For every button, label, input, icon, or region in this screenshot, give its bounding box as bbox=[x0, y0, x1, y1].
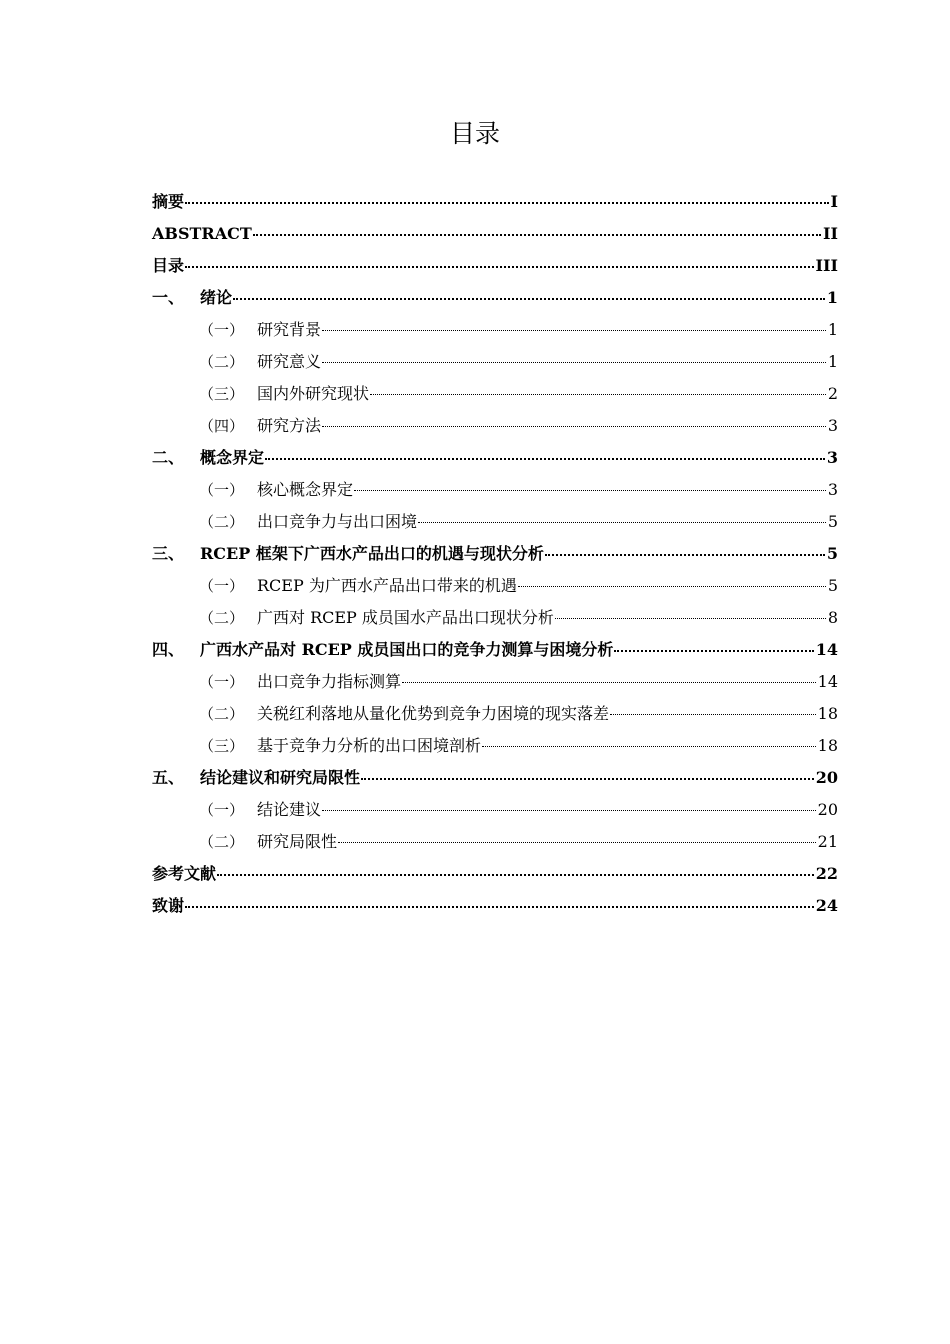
toc-dot-leader bbox=[322, 347, 826, 367]
toc-entry-page-number: III bbox=[815, 256, 838, 275]
toc-entry-label: 结论建议 bbox=[257, 800, 322, 819]
toc-entry-label: 广西水产品对 RCEP 成员国出口的竞争力测算与困境分析 bbox=[200, 640, 614, 659]
toc-entry-number: （一） bbox=[199, 673, 245, 691]
toc-entry-label: 国内外研究现状 bbox=[257, 384, 370, 403]
toc-entry-label: 出口竞争力指标测算 bbox=[257, 672, 402, 691]
toc-dot-leader bbox=[482, 731, 816, 751]
toc-entry-page-number: 2 bbox=[827, 384, 838, 403]
toc-entry-chapter[interactable] bbox=[152, 442, 838, 474]
toc-entry-number: （二） bbox=[199, 513, 245, 531]
toc-dot-leader bbox=[402, 667, 816, 687]
toc-entry-number: 三、 bbox=[152, 544, 185, 563]
toc-entry-chapter[interactable] bbox=[152, 762, 838, 794]
toc-entry-label: RCEP 框架下广西水产品出口的机遇与现状分析 bbox=[200, 544, 544, 563]
toc-dot-leader bbox=[354, 475, 826, 495]
toc-entry-label: RCEP 为广西水产品出口带来的机遇 bbox=[257, 576, 517, 595]
toc-entry-number: （二） bbox=[199, 833, 245, 851]
toc-entry-page-number: 3 bbox=[827, 416, 838, 435]
toc-entry-section[interactable] bbox=[152, 506, 838, 538]
toc-dot-leader bbox=[322, 315, 826, 335]
toc-entry-section[interactable] bbox=[152, 698, 838, 730]
toc-dot-leader bbox=[610, 699, 816, 719]
toc-entry-label: 概念界定 bbox=[200, 448, 265, 467]
toc-entry-number: 二、 bbox=[152, 448, 185, 467]
toc-entry-number: 五、 bbox=[152, 768, 185, 787]
toc-entry-page-number: 3 bbox=[827, 480, 838, 499]
toc-entry-label: 基于竞争力分析的出口困境剖析 bbox=[257, 736, 482, 755]
toc-entry-page-number: 8 bbox=[827, 608, 838, 627]
toc-entry-page-number: 5 bbox=[826, 544, 838, 563]
toc-entry-number: （二） bbox=[199, 609, 245, 627]
toc-entry-section[interactable] bbox=[152, 378, 838, 410]
toc-entry-page-number: 3 bbox=[826, 448, 838, 467]
toc-entry-label: 研究局限性 bbox=[257, 832, 338, 851]
toc-entry-section[interactable] bbox=[152, 570, 838, 602]
toc-dot-leader bbox=[322, 795, 816, 815]
toc-entry-number: （一） bbox=[199, 577, 245, 595]
toc-dot-leader bbox=[185, 251, 814, 271]
toc-entry-page-number: 1 bbox=[827, 320, 838, 339]
toc-entry-number: （一） bbox=[199, 321, 245, 339]
toc-entry-number: 一、 bbox=[152, 288, 185, 307]
toc-dot-leader bbox=[518, 571, 826, 591]
toc-entry-number: （四） bbox=[199, 417, 245, 435]
toc-entry-section[interactable] bbox=[152, 602, 838, 634]
toc-entry-number: （二） bbox=[199, 705, 245, 723]
toc-dot-leader bbox=[217, 859, 814, 879]
toc-entry-section[interactable] bbox=[152, 826, 838, 858]
toc-entry-chapter[interactable] bbox=[152, 858, 838, 890]
toc-entry-section[interactable] bbox=[152, 410, 838, 442]
toc-entry-number: （一） bbox=[199, 481, 245, 499]
toc-entry-label: 参考文献 bbox=[152, 864, 217, 883]
table-of-contents bbox=[152, 186, 838, 922]
toc-entry-chapter[interactable] bbox=[152, 890, 838, 922]
toc-entry-chapter[interactable] bbox=[152, 186, 838, 218]
toc-entry-label: 绪论 bbox=[200, 288, 233, 307]
toc-dot-leader bbox=[418, 507, 826, 527]
toc-entry-label: 研究意义 bbox=[257, 352, 322, 371]
toc-entry-page-number: 22 bbox=[815, 864, 838, 883]
toc-title: 目录 bbox=[449, 119, 500, 148]
toc-entry-page-number: 14 bbox=[817, 672, 838, 691]
toc-entry-number: （二） bbox=[199, 353, 245, 371]
toc-entry-page-number: 5 bbox=[827, 576, 838, 595]
toc-entry-page-number: 14 bbox=[815, 640, 838, 659]
toc-entry-page-number: 18 bbox=[817, 736, 838, 755]
toc-dot-leader bbox=[265, 443, 825, 463]
toc-entry-section[interactable] bbox=[152, 474, 838, 506]
toc-entry-label: 研究背景 bbox=[257, 320, 322, 339]
toc-dot-leader bbox=[361, 763, 814, 783]
toc-entry-number: 四、 bbox=[152, 640, 185, 659]
toc-entry-page-number: 20 bbox=[817, 800, 838, 819]
toc-entry-page-number: 1 bbox=[827, 352, 838, 371]
toc-entry-number: （三） bbox=[199, 385, 245, 403]
toc-dot-leader bbox=[233, 283, 825, 303]
toc-entry-chapter[interactable] bbox=[152, 250, 838, 282]
toc-entry-section[interactable] bbox=[152, 730, 838, 762]
toc-entry-page-number: I bbox=[830, 192, 838, 211]
toc-dot-leader bbox=[322, 411, 826, 431]
toc-entry-page-number: 18 bbox=[817, 704, 838, 723]
toc-dot-leader bbox=[614, 635, 813, 655]
toc-entry-section[interactable] bbox=[152, 666, 838, 698]
toc-entry-label: 结论建议和研究局限性 bbox=[200, 768, 361, 787]
toc-entry-label: 广西对 RCEP 成员国水产品出口现状分析 bbox=[257, 608, 554, 627]
toc-entry-chapter[interactable] bbox=[152, 634, 838, 666]
toc-dot-leader bbox=[253, 219, 821, 239]
toc-entry-label: 摘要 bbox=[152, 192, 185, 211]
toc-entry-label: 目录 bbox=[152, 256, 185, 275]
toc-entry-number: （一） bbox=[199, 801, 245, 819]
toc-dot-leader bbox=[338, 827, 816, 847]
toc-entry-label: 致谢 bbox=[152, 896, 185, 915]
toc-entry-page-number: 1 bbox=[826, 288, 838, 307]
toc-entry-page-number: 5 bbox=[827, 512, 838, 531]
toc-dot-leader bbox=[545, 539, 825, 559]
toc-entry-page-number: 24 bbox=[815, 896, 838, 915]
toc-dot-leader bbox=[370, 379, 826, 399]
toc-entry-label: 出口竞争力与出口困境 bbox=[257, 512, 418, 531]
toc-dot-leader bbox=[555, 603, 826, 623]
toc-entry-label: 研究方法 bbox=[257, 416, 322, 435]
toc-entry-page-number: II bbox=[823, 224, 838, 243]
toc-entry-label: 核心概念界定 bbox=[257, 480, 354, 499]
toc-entry-chapter[interactable] bbox=[152, 538, 838, 570]
toc-entry-section[interactable] bbox=[152, 346, 838, 378]
toc-entry-section[interactable] bbox=[152, 314, 838, 346]
toc-entry-number: （三） bbox=[199, 737, 245, 755]
toc-entry-label: ABSTRACT bbox=[152, 224, 252, 243]
toc-entry-section[interactable] bbox=[152, 794, 838, 826]
toc-entry-page-number: 20 bbox=[815, 768, 838, 787]
toc-entry-page-number: 21 bbox=[817, 832, 838, 851]
toc-entry-label: 关税红利落地从量化优势到竞争力困境的现实落差 bbox=[257, 704, 610, 723]
toc-entry-chapter[interactable] bbox=[152, 218, 838, 250]
toc-dot-leader bbox=[185, 891, 814, 911]
toc-entry-chapter[interactable] bbox=[152, 282, 838, 314]
toc-dot-leader bbox=[185, 187, 829, 207]
